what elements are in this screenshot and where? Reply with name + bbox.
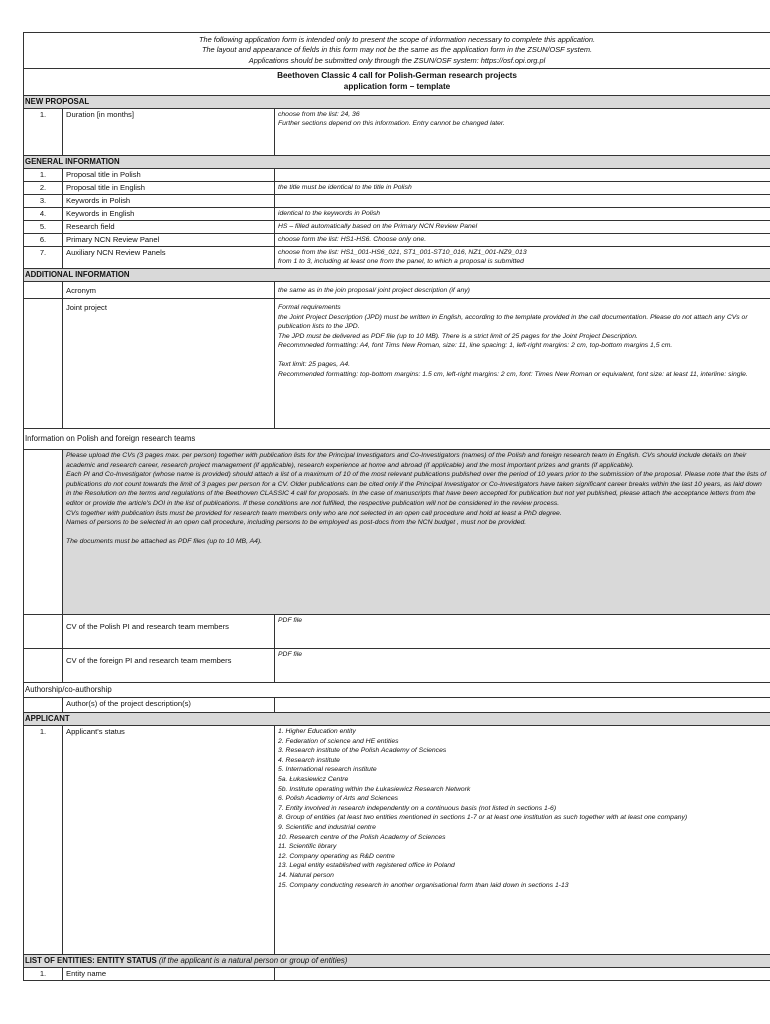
field-upload-cv-polish[interactable]: PDF file — [275, 615, 770, 649]
field-input-authors[interactable] — [275, 698, 770, 713]
section-header-note: (if the applicant is a natural person or group of entities) — [158, 956, 348, 966]
status-option: 11. Scientific library — [278, 843, 337, 851]
section-header: Information on Polish and foreign research teams — [24, 429, 770, 450]
status-option: 7. Entity involved in research independently on a continuous basis (not listed in sections 1-6) — [278, 804, 557, 812]
status-option: 12. Company operating as R&D centre — [278, 852, 395, 860]
status-option: 5a. Łukasiewicz Centre — [278, 776, 349, 784]
instruction-paragraph: CVs together with publication lists must be provided for research team members only who are not selected in an open call procedure and hold at least a PhD degree. — [66, 509, 562, 517]
section-header-bold: LIST OF ENTITIES: ENTITY STATUS — [25, 956, 157, 966]
form-table — [23, 32, 770, 981]
field-hint — [278, 351, 767, 360]
field-input-title-polish[interactable] — [275, 168, 770, 181]
field-hint: Further sections depend on this information. Entry cannot be changed later. — [278, 120, 505, 128]
field-hint: Formal requirements — [278, 304, 341, 312]
field-hint: Recommended formatting: top-bottom margins: 1.5 cm, left-right margins: 2 cm, font: Times New Roman or equivalent, font size: at least 11, interline: single. — [278, 370, 748, 378]
field-label: Proposal title in Polish — [63, 168, 275, 181]
status-option: 10. Research centre of the Polish Academy of Sciences — [278, 833, 446, 841]
status-option: 2. Federation of science and HE entities — [278, 737, 399, 745]
form-title-block — [24, 68, 770, 95]
row-number: 6. — [24, 233, 63, 246]
section-authorship — [24, 683, 770, 698]
intro-block — [24, 33, 770, 69]
row-number: 3. — [24, 194, 63, 207]
section-applicant — [24, 713, 770, 726]
field-label: Proposal title in English — [63, 181, 275, 194]
section-list-of-entities — [24, 955, 770, 968]
row-number: 5. — [24, 220, 63, 233]
intro-line-1: The following application form is intended only to present the scope of information necessary to complete this application. — [198, 35, 596, 44]
teams-instructions — [63, 450, 770, 615]
field-hint: Recommneded formatting: A4, font Tims New Roman, size: 11, line spacing: 1, left-right margins: 2 cm, top-bottom margins 1,5 cm. — [278, 342, 673, 350]
section-general-information — [24, 155, 770, 168]
field-input-keywords-english[interactable]: identical to the keywords in Polish — [275, 207, 770, 220]
field-row-title-english — [24, 181, 770, 194]
field-input-duration[interactable] — [275, 108, 770, 155]
row-number: 2. — [24, 181, 63, 194]
field-row-research-field — [24, 220, 770, 233]
section-header: GENERAL INFORMATION — [24, 155, 770, 168]
row-number: 1. — [24, 726, 63, 955]
field-select-applicant-status[interactable] — [275, 726, 770, 955]
field-input-entity-name[interactable] — [275, 968, 770, 981]
status-option: 4. Research institute — [278, 756, 340, 764]
field-hint: from 1 to 3, including at least one from the panel, to which a proposal is submitted — [278, 258, 524, 266]
row-number: 1. — [24, 168, 63, 181]
field-row-joint-project — [24, 299, 770, 429]
status-option: 15. Company conducting research in another organisational form than laid down in sections 1-13 — [278, 881, 569, 889]
field-upload-cv-foreign[interactable]: PDF file — [275, 649, 770, 683]
field-label: Keywords in Polish — [63, 194, 275, 207]
form-title: Beethoven Classic 4 call for Polish-German research projects — [277, 70, 517, 80]
field-row-duration — [24, 108, 770, 155]
intro-line-2: The layout and appearance of fields in this form may not be the same as the application form in the ZSUN/OSF system. — [201, 45, 593, 55]
section-additional-information — [24, 269, 770, 282]
section-header: Authorship/co-authorship — [24, 683, 770, 698]
field-row-keywords-english — [24, 207, 770, 220]
field-row-authors — [24, 698, 770, 713]
field-select-auxiliary-panels[interactable] — [275, 246, 770, 268]
field-hint: choose from the list: 24, 36 — [278, 110, 360, 118]
status-option: 3. Research institute of the Polish Academy of Sciences — [278, 747, 447, 755]
status-option: 5b. Institute operating within the Łukasiewicz Research Network — [278, 785, 471, 793]
field-row-keywords-polish — [24, 194, 770, 207]
field-select-primary-panel[interactable]: choose form the list: HS1-HS6. Choose only one. — [275, 233, 770, 246]
section-research-teams — [24, 429, 770, 450]
intro-line-3: Applications should be submitted only through the ZSUN/OSF system: https://osf.opi.org.pl — [248, 55, 546, 65]
field-row-acronym — [24, 282, 770, 299]
section-header — [24, 955, 770, 968]
status-option: 5. International research institute — [278, 766, 377, 774]
field-upload-joint-project[interactable] — [275, 299, 770, 429]
field-label: Joint project — [63, 299, 275, 429]
field-label: Acronym — [63, 282, 275, 299]
field-label: CV of the Polish PI and research team members — [63, 615, 275, 649]
field-value-research-field: HS – filled automatically based on the Primary NCN Review Panel — [275, 220, 770, 233]
row-number: 4. — [24, 207, 63, 220]
teams-instructions-row — [24, 450, 770, 615]
field-label: Applicant's status — [63, 726, 275, 955]
status-option: 9. Scientific and industrial centre — [278, 824, 376, 832]
field-input-title-english[interactable]: the title must be identical to the title in Polish — [275, 181, 770, 194]
field-row-applicant-status — [24, 726, 770, 955]
field-label: Author(s) of the project description(s) — [63, 698, 275, 713]
field-label: Entity name — [63, 968, 275, 981]
instruction-paragraph — [66, 528, 767, 537]
form-subtitle: application form – template — [343, 82, 451, 92]
field-label: Research field — [63, 220, 275, 233]
instruction-paragraph: The documents must be attached as PDF files (up to 10 MB, A4). — [66, 537, 263, 545]
section-header: APPLICANT — [24, 713, 770, 726]
instruction-paragraph: Please upload the CVs (3 pages max. per person) together with publication lists for the Principal Investigators and Co-Investigators (names) of the Polish and foreign research team in English. CVs should include details on their academic and research career, research project management (if applicable), research experience at home and abroad (if applicable) and the most important prizes and grants (if applicable). — [66, 452, 747, 469]
field-hint: the Joint Project Description (JPD) must be written in English, according to the template provided in the call documentation. Please do not attach any CVs or publication lists to the JPD. — [278, 313, 748, 331]
field-label: Keywords in English — [63, 207, 275, 220]
field-row-title-polish — [24, 168, 770, 181]
field-row-primary-panel — [24, 233, 770, 246]
field-label: CV of the foreign PI and research team members — [63, 649, 275, 683]
section-new-proposal — [24, 95, 770, 108]
row-number: 1. — [24, 108, 63, 155]
status-option: 1. Higher Education entity — [278, 728, 356, 736]
status-option: 14. Natural person — [278, 871, 334, 879]
field-hint: choose from the list: HS1_001-HS6_021, ST1_001-ST10_016, NZ1_001-NZ9_013 — [278, 248, 527, 256]
field-input-acronym[interactable]: the same as in the join proposal/ joint project description (if any) — [275, 282, 770, 299]
field-label: Primary NCN Review Panel — [63, 233, 275, 246]
status-option: 6. Polish Academy of Arts and Sciences — [278, 795, 399, 803]
field-row-cv-polish — [24, 615, 770, 649]
field-label: Auxiliary NCN Review Panels — [63, 246, 275, 268]
field-input-keywords-polish[interactable] — [275, 194, 770, 207]
field-hint: Text limit: 25 pages, A4. — [278, 361, 351, 369]
field-hint: The JPD must be delivered as PDF file (up to 10 MB). There is a strict limit of 25 pages for the Joint Project Description. — [278, 332, 638, 340]
section-header: NEW PROPOSAL — [24, 95, 770, 108]
row-number: 1. — [24, 968, 63, 981]
instruction-paragraph: Each PI and Co-Investigator (whose name is provided) should attach a list of a maximum of 10 of the most relevant publications published over the period of 10 years prior to the submission of the proposal. Please note that the lists of publications do not count towards the limit of 3 pages per person for a CV. Older publications can be cited only if the Principal Investigator or Co-Investigators have taken significant career breaks within the last 10 years, as laid down in the Resolution on the terms and regulations of the Beethoven CLASSIC 4 call for proposals. In the case of manuscripts that have been accepted for publication but not yet published, please attach the acceptance letters from the editor or provide the article's DOI in the list of publications. If these conditions are not fulfilled, the respective publication will not be considered in the review process. — [66, 471, 767, 508]
section-header: ADDITIONAL INFORMATION — [24, 269, 770, 282]
field-row-cv-foreign — [24, 649, 770, 683]
instruction-paragraph: Names of persons to be selected in an open call procedure, including persons to be employed as post-docs from the NCN budget , must not be provided. — [66, 519, 527, 527]
field-label: Duration [in months] — [63, 108, 275, 155]
application-form — [23, 32, 770, 981]
status-option: 8. Group of entities (at least two entities mentioned in sections 1-7 or at least one institution as such together with at least one company) — [278, 814, 688, 822]
row-number: 7. — [24, 246, 63, 268]
status-option: 13. Legal entity established with registered office in Poland — [278, 862, 455, 870]
field-row-auxiliary-panels — [24, 246, 770, 268]
field-row-entity-name — [24, 968, 770, 981]
